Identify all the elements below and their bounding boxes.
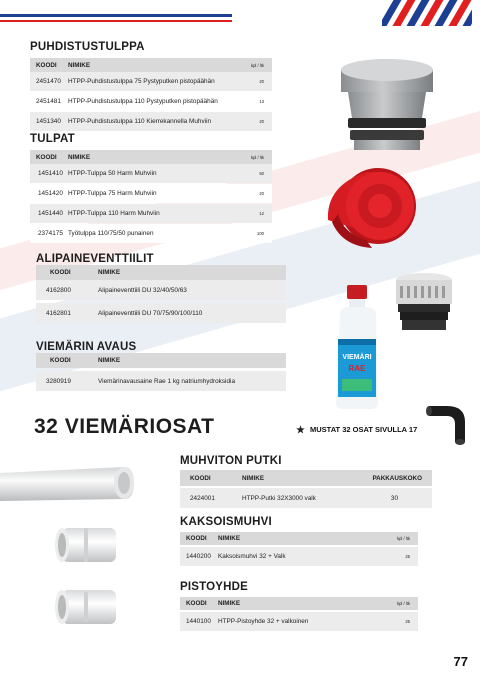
col-name-header: NIMIKE xyxy=(98,357,121,364)
col-qty-header: kpl / ltk xyxy=(250,62,264,68)
table-row xyxy=(30,72,272,91)
cell-code: 2374175 xyxy=(38,230,63,237)
table-header xyxy=(180,532,418,545)
spigot-socket-image xyxy=(54,584,124,630)
col-name-header: NIMIKE xyxy=(218,600,241,607)
red-plug-image xyxy=(322,162,418,258)
black-parts-note xyxy=(296,425,417,434)
section-title-tulpat: TULPAT xyxy=(30,133,75,145)
col-code-header: KOODI xyxy=(36,153,57,161)
cell-name: HTPP-Tulppa 50 Harm Muhviin xyxy=(68,170,157,177)
col-qty-header: PAKKAUSKOKO xyxy=(372,474,422,482)
col-qty-header: kpl / ltk xyxy=(396,601,410,606)
table-kaksoismuhvi xyxy=(180,532,418,566)
cell-code: 1451420 xyxy=(38,190,63,197)
header-rule-red xyxy=(0,20,232,22)
table-row xyxy=(30,204,272,223)
col-code-header: KOODI xyxy=(186,600,207,607)
table-header xyxy=(30,150,272,164)
cell-name: Kaksoismuhvi 32 + Valk xyxy=(218,553,286,560)
cell-qty: 13 xyxy=(259,99,264,104)
cell-code: 3280919 xyxy=(46,377,71,385)
white-pipe-image xyxy=(0,465,138,505)
cell-qty: 20 xyxy=(259,79,264,84)
cell-qty: 12 xyxy=(259,211,264,216)
table-row xyxy=(180,547,418,566)
cell-qty: 100 xyxy=(257,231,264,236)
cell-name: HTPP-Puhdistustulppa 110 Kierrekannella Muhviin xyxy=(68,118,212,125)
cell-code: 2451481 xyxy=(36,98,61,105)
cell-code: 1451340 xyxy=(36,118,61,125)
table-row xyxy=(30,184,272,203)
table-row xyxy=(30,92,272,111)
table-header xyxy=(30,58,272,72)
col-name-header: NIMIKE xyxy=(68,61,91,69)
cell-qty: 50 xyxy=(259,171,264,176)
cell-name: HTPP-Puhdistustulppa 110 Pystyputken pistopäähän xyxy=(68,98,218,105)
double-socket-image xyxy=(54,522,124,568)
cell-qty: 20 xyxy=(259,191,264,196)
drain-opener-bottle-image xyxy=(330,285,386,410)
page-number: 77 xyxy=(453,654,468,669)
cell-qty: 25 xyxy=(405,554,410,559)
col-name-header: NIMIKE xyxy=(98,269,121,276)
bottle-sub-label: RAE xyxy=(348,364,366,373)
table-pistoyhde xyxy=(180,597,418,631)
cell-name: Alipaineventtiili DU 70/75/90/100/110 xyxy=(98,309,203,317)
col-code-header: KOODI xyxy=(186,535,207,542)
cell-qty: 25 xyxy=(405,619,410,624)
table-header xyxy=(36,265,286,280)
section-title-pistoyhde: PISTOYHDE xyxy=(180,581,249,593)
table-viemarin-avaus xyxy=(36,353,286,391)
cell-name: HTPP-Tulppa 110 Harm Muhviin xyxy=(68,210,160,217)
cell-code: 1440200 xyxy=(186,553,211,560)
col-qty-header: kpl / ltk xyxy=(250,154,264,160)
table-header xyxy=(36,353,286,368)
section-title-32-viemariosat: 32 VIEMÄRIOSAT xyxy=(34,415,215,438)
section-title-alipaineventtiilit: ALIPAINEVENTTIILIT xyxy=(36,253,154,265)
air-valve-image xyxy=(390,272,458,334)
cleaning-plug-image xyxy=(336,56,438,154)
cell-qty: 30 xyxy=(390,494,398,502)
col-qty-header: kpl / ltk xyxy=(396,536,410,541)
col-code-header: KOODI xyxy=(50,269,71,276)
cell-name: Alipaineventtiili DU 32/40/50/63 xyxy=(98,286,187,294)
table-tulpat xyxy=(30,150,272,243)
table-alipaineventtiilit xyxy=(36,265,286,323)
section-title-puhdistustulppa: PUHDISTUSTULPPA xyxy=(30,41,145,53)
table-header xyxy=(180,470,432,486)
cell-name: HTPP-Putki 32X3000 valk xyxy=(242,494,316,502)
cell-qty: 20 xyxy=(259,119,264,124)
table-row xyxy=(36,280,286,300)
cell-name: Viemärinavausaine Rae 1 kg natriumhydroksidia xyxy=(98,377,235,385)
table-header xyxy=(180,597,418,610)
table-row xyxy=(36,371,286,391)
col-code-header: KOODI xyxy=(36,61,57,69)
header-stripes-decoration xyxy=(382,0,472,26)
table-row xyxy=(30,164,272,183)
col-name-header: NIMIKE xyxy=(242,474,265,482)
col-name-header: NIMIKE xyxy=(218,535,241,542)
table-puhdistustulppa xyxy=(30,58,272,131)
cell-name: HTPP-Tulppa 75 Harm Muhviin xyxy=(68,190,157,197)
note-text: MUSTAT 32 OSAT SIVULLA 17 xyxy=(310,425,418,434)
cell-code: 1451410 xyxy=(38,170,63,177)
section-title-viemarin-avaus: VIEMÄRIN AVAUS xyxy=(36,341,137,353)
cell-code: 2424001 xyxy=(190,494,215,502)
cell-code: 1451440 xyxy=(38,210,63,217)
cell-code: 4162800 xyxy=(46,286,71,294)
cell-name: HTPP-Pistoyhde 32 + valkoinen xyxy=(218,618,309,625)
cell-code: 4162801 xyxy=(46,309,71,317)
col-name-header: NIMIKE xyxy=(68,153,91,161)
table-row xyxy=(180,612,418,631)
table-row xyxy=(180,488,432,508)
section-title-muhviton-putki: MUHVITON PUTKI xyxy=(180,455,282,467)
black-elbow-image xyxy=(425,402,469,446)
table-row xyxy=(30,224,272,243)
cell-code: 1440100 xyxy=(186,618,211,625)
cell-code: 2451470 xyxy=(36,78,61,85)
col-code-header: KOODI xyxy=(50,357,71,364)
star-icon xyxy=(296,425,305,434)
cell-name: Työtulppa 110/75/50 punainen xyxy=(68,230,154,237)
bottle-brand-label: VIEMÄRI xyxy=(342,354,372,361)
table-muhviton-putki xyxy=(180,470,432,508)
col-code-header: KOODI xyxy=(190,474,211,482)
section-title-kaksoismuhvi: KAKSOISMUHVI xyxy=(180,516,272,528)
table-row xyxy=(30,112,272,131)
table-row xyxy=(36,303,286,323)
cell-name: HTPP-Puhdistustulppa 75 Pystyputken pistopäähän xyxy=(68,78,215,85)
header-rule-blue xyxy=(0,14,232,17)
